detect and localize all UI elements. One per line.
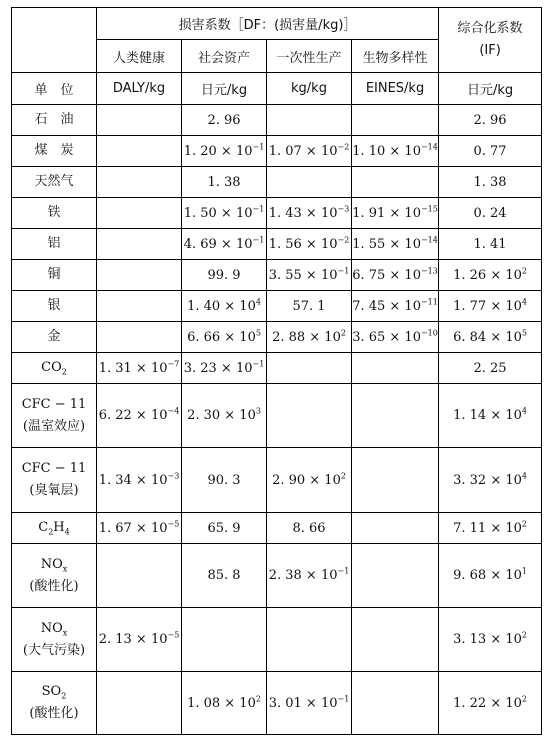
value-mantissa: 2. 88 × 10 <box>272 329 341 345</box>
value-exponent: −13 <box>420 266 438 276</box>
row-name-cell <box>12 229 97 260</box>
value-mantissa: 2. 30 × 10 <box>187 408 256 423</box>
value-cell <box>352 513 439 544</box>
value-mantissa: 6. 22 × 10 <box>98 408 168 423</box>
value-cell <box>352 198 439 229</box>
value-mantissa: 6. 84 × 10 <box>453 329 522 345</box>
value-cell <box>182 260 267 291</box>
row-name-cell <box>12 260 97 291</box>
value-exponent: −14 <box>420 235 438 245</box>
value-mantissa: 2. 13 × 10 <box>98 632 168 647</box>
row-name: 铝 <box>47 236 61 251</box>
value-exponent: −1 <box>337 266 350 276</box>
value-mantissa: 3. 65 × 10 <box>352 329 421 345</box>
value-cell <box>439 105 542 136</box>
value-mantissa: 3. 23 × 10 <box>183 360 253 376</box>
value-cell <box>267 448 352 513</box>
table-row <box>12 229 542 260</box>
formula-subscript: x <box>62 564 68 574</box>
value-cell <box>97 229 182 260</box>
row-name-note: (酸性化) <box>29 578 79 594</box>
value-mantissa: 8. 66 <box>292 520 326 536</box>
value-cell <box>352 353 439 384</box>
value-exponent: −3 <box>167 471 180 481</box>
value-exponent: −3 <box>337 204 350 214</box>
value-mantissa: 1. 22 × 10 <box>453 695 522 711</box>
value-cell <box>439 291 542 322</box>
value-mantissa: 85. 8 <box>207 568 241 583</box>
value-exponent: −15 <box>420 204 438 214</box>
value-cell <box>182 105 267 136</box>
value-cell <box>267 544 352 608</box>
value-mantissa: 1. 07 × 10 <box>268 143 338 159</box>
value-cell <box>352 608 439 672</box>
value-mantissa: 1. 67 × 10 <box>98 520 168 536</box>
row-name <box>12 618 96 640</box>
table-row <box>12 672 542 735</box>
value-cell <box>97 353 182 384</box>
value-mantissa: 3. 13 × 10 <box>453 632 522 647</box>
value-cell <box>97 291 182 322</box>
value-exponent: 1 <box>521 566 527 576</box>
row-name-cell <box>12 167 97 198</box>
value-mantissa: 1. 50 × 10 <box>183 205 253 221</box>
row-name-cell <box>12 353 97 384</box>
value-cell <box>439 260 542 291</box>
value-exponent: −1 <box>337 566 350 576</box>
value-cell <box>267 672 352 735</box>
value-exponent: 4 <box>521 471 527 481</box>
table-row <box>12 322 542 353</box>
value-cell <box>182 513 267 544</box>
formula-base: H <box>53 520 65 535</box>
value-exponent: −14 <box>420 142 438 152</box>
value-exponent: −1 <box>252 235 265 245</box>
row-name: CFC − 11 <box>21 396 87 412</box>
value-cell <box>439 353 542 384</box>
value-cell <box>182 353 267 384</box>
formula-base: C <box>38 520 49 535</box>
value-cell <box>182 198 267 229</box>
table-row <box>12 513 542 544</box>
row-name <box>12 681 96 703</box>
value-cell <box>352 167 439 198</box>
value-cell <box>97 384 182 448</box>
value-exponent: −1 <box>337 694 350 704</box>
value-cell <box>267 260 352 291</box>
value-cell <box>97 136 182 167</box>
value-mantissa: 1. 31 × 10 <box>98 360 168 376</box>
table-row <box>12 291 542 322</box>
category-biodiversity: 生物多样性 <box>352 40 439 73</box>
value-cell <box>352 229 439 260</box>
value-mantissa: 1. 14 × 10 <box>453 408 522 423</box>
value-mantissa: 6. 75 × 10 <box>352 267 421 283</box>
value-cell <box>352 260 439 291</box>
value-exponent: −1 <box>252 204 265 214</box>
value-exponent: 4 <box>255 297 261 307</box>
formula-subscript: 2 <box>61 367 67 377</box>
value-mantissa: 7. 45 × 10 <box>352 298 421 314</box>
category-social-assets: 社会资产 <box>182 40 267 73</box>
value-exponent: 2 <box>521 266 527 276</box>
value-cell <box>439 229 542 260</box>
formula-base: NO <box>40 620 63 636</box>
row-name: CFC − 11 <box>21 461 87 476</box>
value-cell <box>352 448 439 513</box>
value-cell <box>97 198 182 229</box>
value-exponent: −2 <box>337 142 350 152</box>
damage-factor-table <box>11 7 542 735</box>
value-cell <box>97 167 182 198</box>
value-cell <box>439 672 542 735</box>
value-cell <box>352 672 439 735</box>
value-cell <box>267 608 352 672</box>
value-exponent: −1 <box>252 142 265 152</box>
value-exponent: 2 <box>521 519 527 529</box>
value-mantissa: 0. 77 <box>473 143 507 159</box>
value-cell <box>439 322 542 353</box>
value-cell <box>267 353 352 384</box>
table-row <box>12 353 542 384</box>
table-row <box>12 544 542 608</box>
row-name-note: (温室效应) <box>22 418 86 434</box>
value-exponent: −4 <box>167 406 180 416</box>
value-mantissa: 1. 40 × 10 <box>187 298 256 314</box>
value-exponent: 5 <box>255 328 261 338</box>
value-mantissa: 1. 10 × 10 <box>352 143 421 159</box>
row-name: 金 <box>47 329 61 344</box>
table-row <box>12 384 542 448</box>
value-cell <box>97 448 182 513</box>
table-row <box>12 608 542 672</box>
value-cell <box>97 260 182 291</box>
value-cell <box>267 105 352 136</box>
units-label: 单 位 <box>12 73 97 105</box>
value-exponent: −2 <box>337 235 350 245</box>
value-exponent: 4 <box>521 406 527 416</box>
row-name-cell <box>12 136 97 167</box>
value-cell <box>182 672 267 735</box>
value-exponent: −5 <box>167 519 180 529</box>
value-mantissa: 1. 38 <box>473 174 507 190</box>
value-mantissa: 1. 43 × 10 <box>268 205 338 221</box>
value-mantissa: 2. 96 <box>207 112 241 128</box>
value-exponent: −1 <box>252 359 265 369</box>
value-cell <box>97 105 182 136</box>
value-exponent: 2 <box>340 328 346 338</box>
table-row <box>12 136 542 167</box>
value-mantissa: 1. 38 <box>207 174 241 190</box>
value-cell <box>97 513 182 544</box>
unit-cell: DALY/kg <box>97 73 182 105</box>
value-exponent: −10 <box>420 328 438 338</box>
value-cell <box>267 136 352 167</box>
value-mantissa: 57. 1 <box>292 298 326 314</box>
row-name-cell <box>12 198 97 229</box>
value-mantissa: 3. 32 × 10 <box>453 472 522 488</box>
value-cell <box>182 608 267 672</box>
value-exponent: 2 <box>521 694 527 704</box>
value-cell <box>267 513 352 544</box>
formula-subscript: 2 <box>48 527 54 537</box>
formula-base: NO <box>40 556 63 572</box>
value-mantissa: 90. 3 <box>207 472 241 488</box>
value-cell <box>439 513 542 544</box>
row-name <box>12 517 96 539</box>
value-exponent: 2 <box>255 694 261 704</box>
value-exponent: 5 <box>521 328 527 338</box>
value-cell <box>182 136 267 167</box>
formula-subscript: 4 <box>64 527 70 537</box>
value-mantissa: 7. 11 × 10 <box>453 520 522 536</box>
unit-cell: 日元/kg <box>439 73 542 105</box>
value-cell <box>267 167 352 198</box>
row-name: 铁 <box>47 205 61 220</box>
value-cell <box>439 544 542 608</box>
row-name-note: (臭氧层) <box>29 483 79 498</box>
value-cell <box>182 384 267 448</box>
value-exponent: −11 <box>420 297 438 307</box>
value-cell <box>182 291 267 322</box>
if-header-line1: 综合化系数 <box>457 21 523 36</box>
if-header <box>439 8 542 73</box>
value-cell <box>352 105 439 136</box>
value-mantissa: 1. 08 × 10 <box>187 695 256 711</box>
table-row <box>12 198 542 229</box>
value-mantissa: 1. 55 × 10 <box>352 236 421 252</box>
row-name-cell <box>12 322 97 353</box>
row-name-cell <box>12 544 97 608</box>
value-cell <box>97 322 182 353</box>
value-cell <box>439 448 542 513</box>
if-header-line2: (IF) <box>479 43 501 58</box>
row-name-cell <box>12 513 97 544</box>
formula-base: CO <box>41 360 62 375</box>
row-name-cell <box>12 105 97 136</box>
value-cell <box>439 167 542 198</box>
value-mantissa: 65. 9 <box>207 520 241 536</box>
row-name-cell <box>12 448 97 513</box>
value-mantissa: 2. 90 × 10 <box>272 472 341 488</box>
row-name <box>12 357 96 379</box>
value-mantissa: 2. 25 <box>473 360 507 376</box>
value-mantissa: 1. 34 × 10 <box>98 472 168 488</box>
value-cell <box>182 544 267 608</box>
value-mantissa: 1. 41 <box>473 236 507 252</box>
value-mantissa: 3. 01 × 10 <box>268 695 338 711</box>
value-mantissa: 1. 20 × 10 <box>183 143 253 159</box>
corner-cell <box>12 8 97 73</box>
value-mantissa: 1. 77 × 10 <box>453 298 522 314</box>
row-name: 石 油 <box>34 112 74 127</box>
row-name-note: (酸性化) <box>29 706 79 721</box>
unit-cell: EINES/kg <box>352 73 439 105</box>
row-name: 银 <box>47 298 61 313</box>
value-mantissa: 1. 26 × 10 <box>453 267 522 283</box>
row-name-cell <box>12 291 97 322</box>
category-primary-production: 一次性生产 <box>267 40 352 73</box>
value-cell <box>439 384 542 448</box>
value-exponent: 4 <box>521 297 527 307</box>
value-cell <box>97 608 182 672</box>
value-exponent: −5 <box>167 630 180 640</box>
row-name-cell <box>12 672 97 735</box>
formula-subscript: 2 <box>61 691 67 701</box>
row-name-note: (大气污染) <box>22 642 86 658</box>
value-cell <box>352 384 439 448</box>
value-exponent: 2 <box>521 630 527 640</box>
row-name <box>12 554 96 576</box>
value-mantissa: 99. 9 <box>207 267 241 283</box>
category-human-health: 人类健康 <box>97 40 182 73</box>
value-cell <box>352 322 439 353</box>
table-row <box>12 260 542 291</box>
value-cell <box>267 229 352 260</box>
value-cell <box>267 384 352 448</box>
unit-cell: kg/kg <box>267 73 352 105</box>
row-name: 铜 <box>47 267 61 282</box>
formula-base: SO <box>41 684 62 699</box>
value-exponent: 2 <box>340 471 346 481</box>
df-group-header: 损害系数［DF：(损害量/kg)］ <box>97 8 439 40</box>
value-cell <box>267 322 352 353</box>
value-cell <box>267 291 352 322</box>
table-row <box>12 105 542 136</box>
value-cell <box>182 322 267 353</box>
value-cell <box>352 136 439 167</box>
value-mantissa: 1. 91 × 10 <box>352 205 421 221</box>
value-cell <box>439 608 542 672</box>
value-exponent: −7 <box>167 359 180 369</box>
value-cell <box>182 448 267 513</box>
value-cell <box>182 229 267 260</box>
value-mantissa: 2. 38 × 10 <box>268 568 338 583</box>
value-cell <box>352 291 439 322</box>
value-mantissa: 6. 66 × 10 <box>187 329 256 345</box>
row-name-cell <box>12 384 97 448</box>
value-cell <box>267 198 352 229</box>
value-mantissa: 1. 56 × 10 <box>268 236 338 252</box>
value-cell <box>97 672 182 735</box>
value-mantissa: 9. 68 × 10 <box>453 568 522 583</box>
value-mantissa: 2. 96 <box>473 112 507 128</box>
row-name-cell <box>12 608 97 672</box>
value-exponent: 3 <box>255 406 261 416</box>
table-row <box>12 448 542 513</box>
value-mantissa: 4. 69 × 10 <box>183 236 253 252</box>
row-name: 天然气 <box>34 174 74 189</box>
value-cell <box>439 136 542 167</box>
value-cell <box>97 544 182 608</box>
value-cell <box>352 544 439 608</box>
row-name: 煤 炭 <box>34 143 74 158</box>
value-mantissa: 0. 24 <box>473 205 507 221</box>
value-cell <box>182 167 267 198</box>
unit-cell: 日元/kg <box>182 73 267 105</box>
value-mantissa: 3. 55 × 10 <box>268 267 338 283</box>
table-row <box>12 167 542 198</box>
formula-subscript: x <box>62 628 68 638</box>
value-cell <box>439 198 542 229</box>
